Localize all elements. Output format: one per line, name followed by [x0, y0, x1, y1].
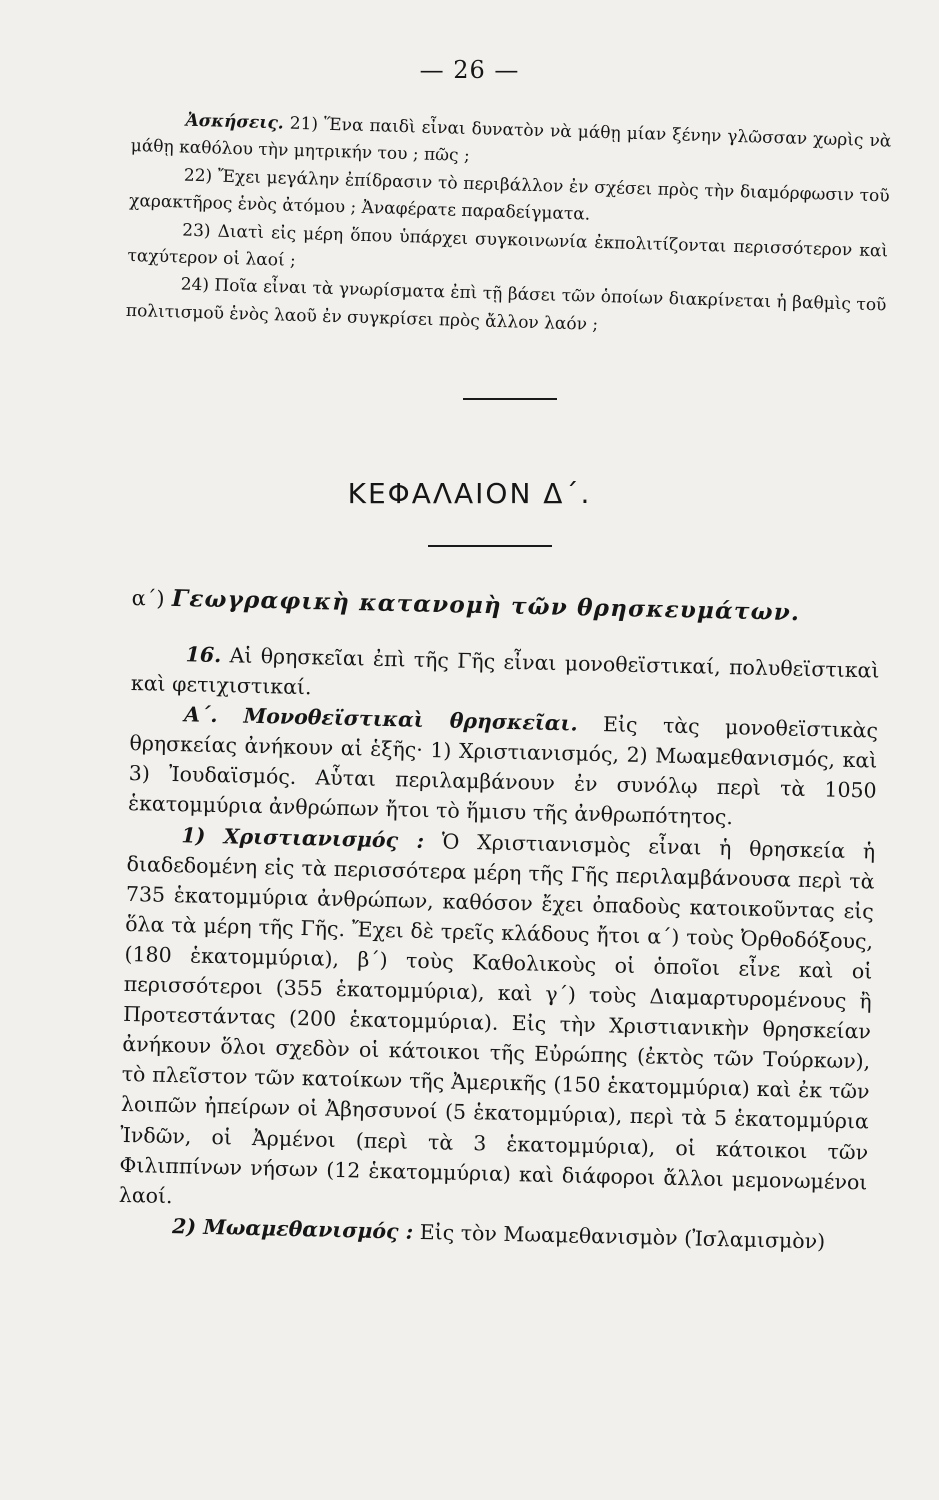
- paragraph-monotheistic-text: Εἰς τὰς μονοθεϊστικὰς θρησκείας ἀνήκουν αἱ ἑξῆς· 1) Χριστιανισμός, 2) Μωαμεθανισμός, καὶ 3) Ἰουδαϊσμός. Αὗται περιλαμβάνουν ἐν συνόλῳ περὶ τὰ 1050 ἑκατομμύρια ἀνθρώπων ἤτοι τὸ ἥμισυ τῆς ἀνθρωπότητος.: [127, 712, 879, 830]
- section-divider: [463, 398, 557, 400]
- paragraph-christianity-text: Ὁ Χριστιανισμὸς εἶναι ἡ θρησκεία ἡ διαδεδομένη εἰς τὰ περισσότερα μέρη τῆς Γῆς περιλαμβάνουσα περὶ τὰ 735 ἑκατομμύρια ἀνθρώπων, καθόσον ἔχει ὀπαδοὺς κατοικοῦντας εἰς ὅλα τὰ μέρη τῆς Γῆς. Ἔχει δὲ τρεῖς κλάδους ἤτοι α΄) τοὺς Ὀρθοδόξους, (180 ἑκατομμύρια), β΄) τοὺς Καθολικοὺς οἱ ὁποῖοι εἶνε καὶ οἱ περισσότεροι (355 ἑκατομμύρια), καὶ γ΄) τοὺς Διαμαρτυρομένους ἢ Προτεστάντας (200 ἑκατομμύρια). Εἰς τὴν Χριστιανικὴν θρησκείαν ἀνήκουν ὅλοι σχεδὸν οἱ κάτοικοι τῆς Εὐρώπης (ἐκτὸς τῶν Τούρκων), τὸ πλεῖστον τῶν κατοίκων τῆς Ἀμερικῆς (150 ἑκατομμύρια) καὶ ἐκ τῶν λοιπῶν ἠπείρων οἱ Ἀβησσυνοί (5 ἑκατομμύρια), περὶ τὰ 5 ἑκατομμύρια Ἰνδῶν, οἱ Ἀρμένοι (περὶ τὰ 3 ἑκατομμύρια), οἱ κάτοικοι τῶν Φιλιππίνων νήσων (12 ἑκατομμύρια) καὶ διάφοροι ἄλλοι μεμονωμένοι λαοί.: [118, 828, 876, 1208]
- exercises-block: [125, 106, 891, 348]
- paragraph-number: 16.: [185, 642, 222, 668]
- paragraph-monotheistic: [128, 698, 879, 836]
- christianity-label: 1) Χριστιανισμός :: [181, 822, 425, 853]
- exercise-22: 22) Ἔχει μεγάλην ἐπίδρασιν τὸ περιβάλλον ἐν σχέσει πρὸς τὴν διαμόρφωσιν τοῦ χαρακτῆρος ἑνὸς ἀτόμου ; Ἀναφέρατε παραδείγματα.: [128, 165, 890, 225]
- islam-label: 2) Μωαμεθανισμός :: [171, 1213, 414, 1244]
- chapter-divider: [428, 545, 552, 547]
- exercise-23: 23) Διατὶ εἰς μέρη ὅπου ὑπάρχει συγκοινωνία ἐκπολιτίζονται περισσότερον καὶ ταχύτερον οἱ λαοί ;: [127, 220, 889, 271]
- exercise-24: 24) Ποῖα εἶναι τὰ γνωρίσματα ἐπὶ τῇ βάσει τῶν ὁποίων διακρίνεται ἡ βαθμὶς τοῦ πολιτισμοῦ ἑνὸς λαοῦ ἐν συγκρίσει πρὸς ἄλλον λαόν ;: [125, 274, 887, 335]
- section-heading: [131, 584, 891, 628]
- paragraph-islam-text: Εἰς τὸν Μωαμεθανισμὸν (Ἰσλαμισμὸν): [419, 1219, 826, 1254]
- paragraph-christianity: [119, 819, 876, 1228]
- exercises-label: Ἀσκήσεις.: [185, 110, 285, 134]
- exercise-21-text: 21) Ἕνα παιδὶ εἶναι δυνατὸν νὰ μάθῃ μίαν ξένην γλῶσσαν χωρὶς νὰ μάθῃ καθόλου τὴν μητρικήν του ; πῶς ;: [130, 113, 892, 167]
- page-number: — 26 —: [419, 56, 520, 84]
- paragraph-16-text: Αἱ θρησκεῖαι ἐπὶ τῆς Γῆς εἶναι μονοθεϊστικαί, πολυθεϊστικαὶ καὶ φετιχιστικαί.: [130, 643, 880, 700]
- subsection-label: Α΄. Μονοθεϊστικαὶ θρησκεῖαι.: [183, 702, 578, 736]
- section-title: Γεωγραφικὴ κατανομὴ τῶν θρησκευμάτων.: [171, 584, 801, 627]
- section-marker: α΄): [131, 585, 165, 611]
- chapter-title: ΚΕΦΑΛΑΙΟΝ Δ΄.: [347, 477, 592, 510]
- body-text: [118, 638, 880, 1257]
